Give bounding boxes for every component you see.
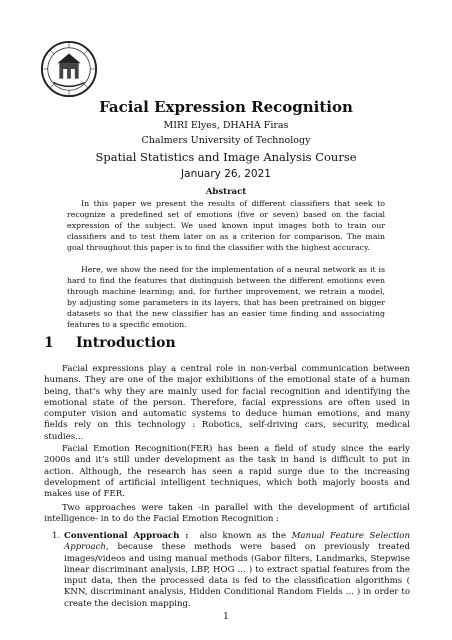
page-number: 1: [223, 612, 229, 622]
section-title: Introduction: [76, 335, 176, 351]
list-term: Conventional Approach :: [64, 531, 189, 541]
paper-date: January 26, 2021: [181, 168, 271, 180]
abstract-heading: Abstract: [205, 187, 247, 197]
list-marker: 1.: [52, 531, 61, 541]
list-text: , because these methods were based on previously treated images/videos and using manual methods (Gabor filters, Landmarks, Stepwise linear discriminant analysis, LBP, HOG ... ) to extract spatial features from the input data, then the processed data is fed to the classification algorithms ( KNN, discriminant analysis, Hidden Conditional Random Fields ... ) in order to create the decision mapping.: [64, 542, 410, 609]
authors: MIRI Elyes, DHAHA Firas: [163, 120, 289, 131]
list-lead: also known as the: [199, 531, 287, 541]
approach-list: [44, 531, 410, 610]
list-emphasis: Manual Feature Selection Approach: [64, 531, 410, 553]
abstract-paragraph: In this paper we present the results of different classifiers that seek to recognize a predefined set of emotions (five or seven) based on the facial expression of the subject. We used known input images both to train our classifiers and to test them later on as a criterion for comparison. The main goal throughout this paper is to find the classifier with the highest accuracy.: [67, 199, 385, 252]
body-paragraph: Facial expressions play a central role in non-verbal communication between humans. They are one of the major exhibitions of the emotional state of a human being, that’s why they are mainly used for facial recognition and identifying the emotional state of the person. Therefore, facial expressions are often used in computer vision and automatic systems to deduce human emotions, and many fields rely on this technology : Robotics, self-driving cars, security, medical studies...: [44, 364, 410, 442]
university-seal-icon: [40, 40, 98, 98]
body-paragraph: Facial Emotion Recognition(FER) has been a field of study since the early 2000s and it’s still under development as the task in hand is difficult to put in action. Although, the research has seen a rapid surge due to the increasing development of artificial intelligent techniques, which both majorly boosts and makes use of FER.: [44, 444, 410, 500]
section-heading: [44, 334, 176, 352]
body-paragraph: Two approaches were taken -in parallel with the development of artificial intelligence- in to do the Facial Emotion Recognition :: [44, 503, 410, 525]
abstract-paragraph: Here, we show the need for the implementation of a neural network as it is hard to find the features that distinguish between the different emotions even through machine learning; and, for further improvement, we retrain a model, by adjusting some parameters in its layers, that has been pretrained on bigger datasets so that the new classifier has an easier time finding and associating features to a specific emotion.: [67, 265, 385, 329]
paper-title: Facial Expression Recognition: [99, 98, 353, 116]
course-name: Spatial Statistics and Image Analysis Course: [95, 150, 357, 164]
section-number: 1: [44, 335, 54, 351]
affiliation: Chalmers University of Technology: [141, 135, 311, 146]
list-item: [44, 531, 410, 610]
